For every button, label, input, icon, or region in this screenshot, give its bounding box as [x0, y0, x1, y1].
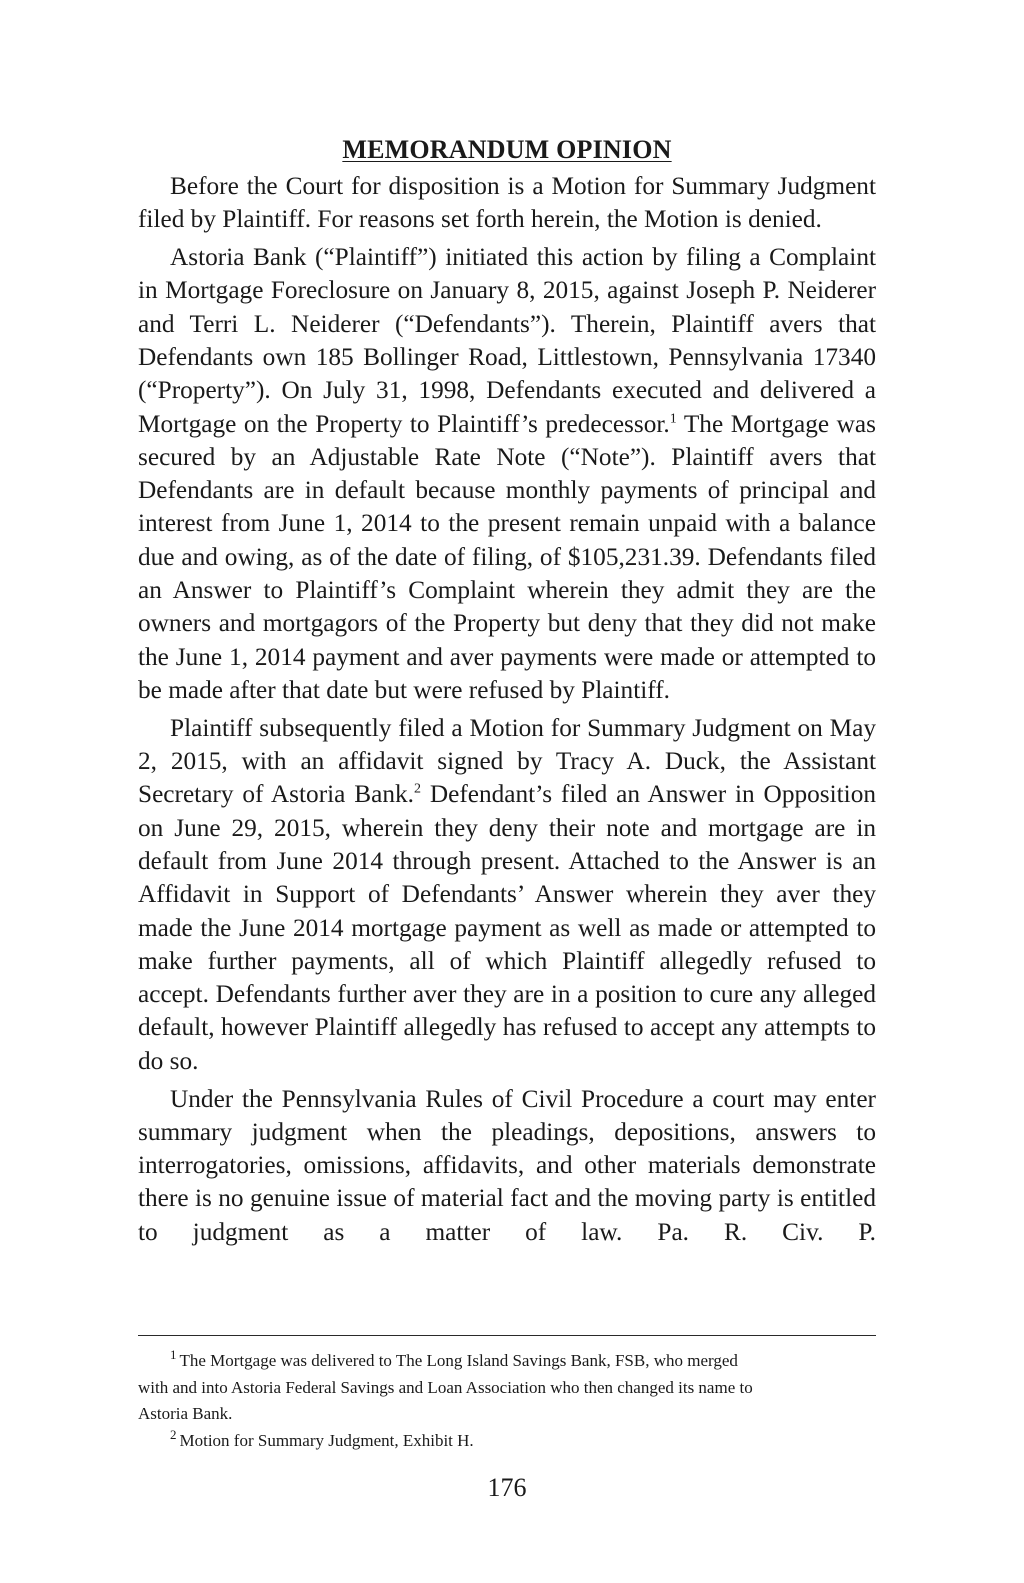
footnote-number: 2	[170, 1426, 177, 1442]
footnote-divider	[138, 1335, 876, 1336]
footnote-2	[138, 1428, 758, 1455]
paragraph-4	[138, 1083, 876, 1249]
paragraph-text: Under the Pennsylvania Rules of Civil Procedure a court may enter summary judgment when the pleadings, depositions, answers to interrogatories, omissions, affidavits, and other materials demonstrate there is no genuine issue of material fact and the moving party is entitled to judgment as a matter of law. Pa. R. Civ. P.	[138, 1084, 876, 1246]
paragraph-text: Astoria Bank (“Plaintiff”) initiated this action by filing a Complaint in Mortgage Foreclosure on January 8, 2015, against Joseph P. Neiderer and Terri L. Neiderer (“Defendants”). Therein, Plaintiff avers that Defendants own 185 Bollinger Road, Littlestown, Pennsylvania 17340 (“Property”). On July 31, 1998, Defendants executed and delivered a Mortgage on the Property to Plaintiff’s predecessor.	[138, 243, 876, 438]
page-title: MEMORANDUM OPINION	[342, 135, 672, 164]
footnotes	[138, 1348, 758, 1454]
page-body	[138, 130, 876, 1249]
paragraph-2	[138, 241, 876, 707]
paragraph-3	[138, 712, 876, 1078]
paragraph-text: Before the Court for disposition is a Motion for Summary Judgment filed by Plaintiff. For reasons set forth herein, the Motion is denied.	[138, 172, 876, 234]
paragraph-text: Defendant’s filed an Answer in Opposition on June 29, 2015, wherein they deny their note and mortgage are in default from June 2014 through present. Attached to the Answer is an Affidavit in Support of Defendants’ Answer wherein they aver they made the June 2014 mortgage payment as well as made or attempted to make further payments, all of which Plaintiff allegedly refused to accept. Defendants further aver they are in a position to cure any alleged default, however Plaintiff allegedly has refused to accept any attempts to do so.	[138, 780, 876, 1075]
footnote-number: 1	[170, 1347, 177, 1363]
footnote-text: Motion for Summary Judgment, Exhibit H.	[179, 1430, 474, 1450]
footnote-text: The Mortgage was delivered to The Long Island Savings Bank, FSB, who merged with and into Astoria Federal Savings and Loan Association who then changed its name to Astoria Bank.	[138, 1351, 753, 1423]
paragraph-text: The Mortgage was secured by an Adjustable Rate Note (“Note”). Plaintiff avers that Defendants are in default because monthly payments of principal and interest from June 1, 2014 to the present remain unpaid with a balance due and owing, as of the date of filing, of $105,231.39. Defendants filed an Answer to Plaintiff’s Complaint wherein they admit they are the owners and mortgagors of the Property but deny that they did not make the June 1, 2014 payment and aver payments were made or attempted to be made after that date but were refused by Plaintiff.	[138, 409, 876, 704]
page-number: 176	[487, 1473, 527, 1502]
footnote-ref-1: 1	[669, 411, 677, 427]
paragraph-1	[138, 170, 876, 237]
paragraph-text: Plaintiff subsequently filed a Motion for Summary Judgment on May 2, 2015, with an affidavit signed by Tracy A. Duck, the Assistant Secretary of Astoria Bank.	[138, 713, 876, 809]
footnote-1	[138, 1348, 758, 1428]
footnote-ref-2: 2	[413, 781, 421, 797]
